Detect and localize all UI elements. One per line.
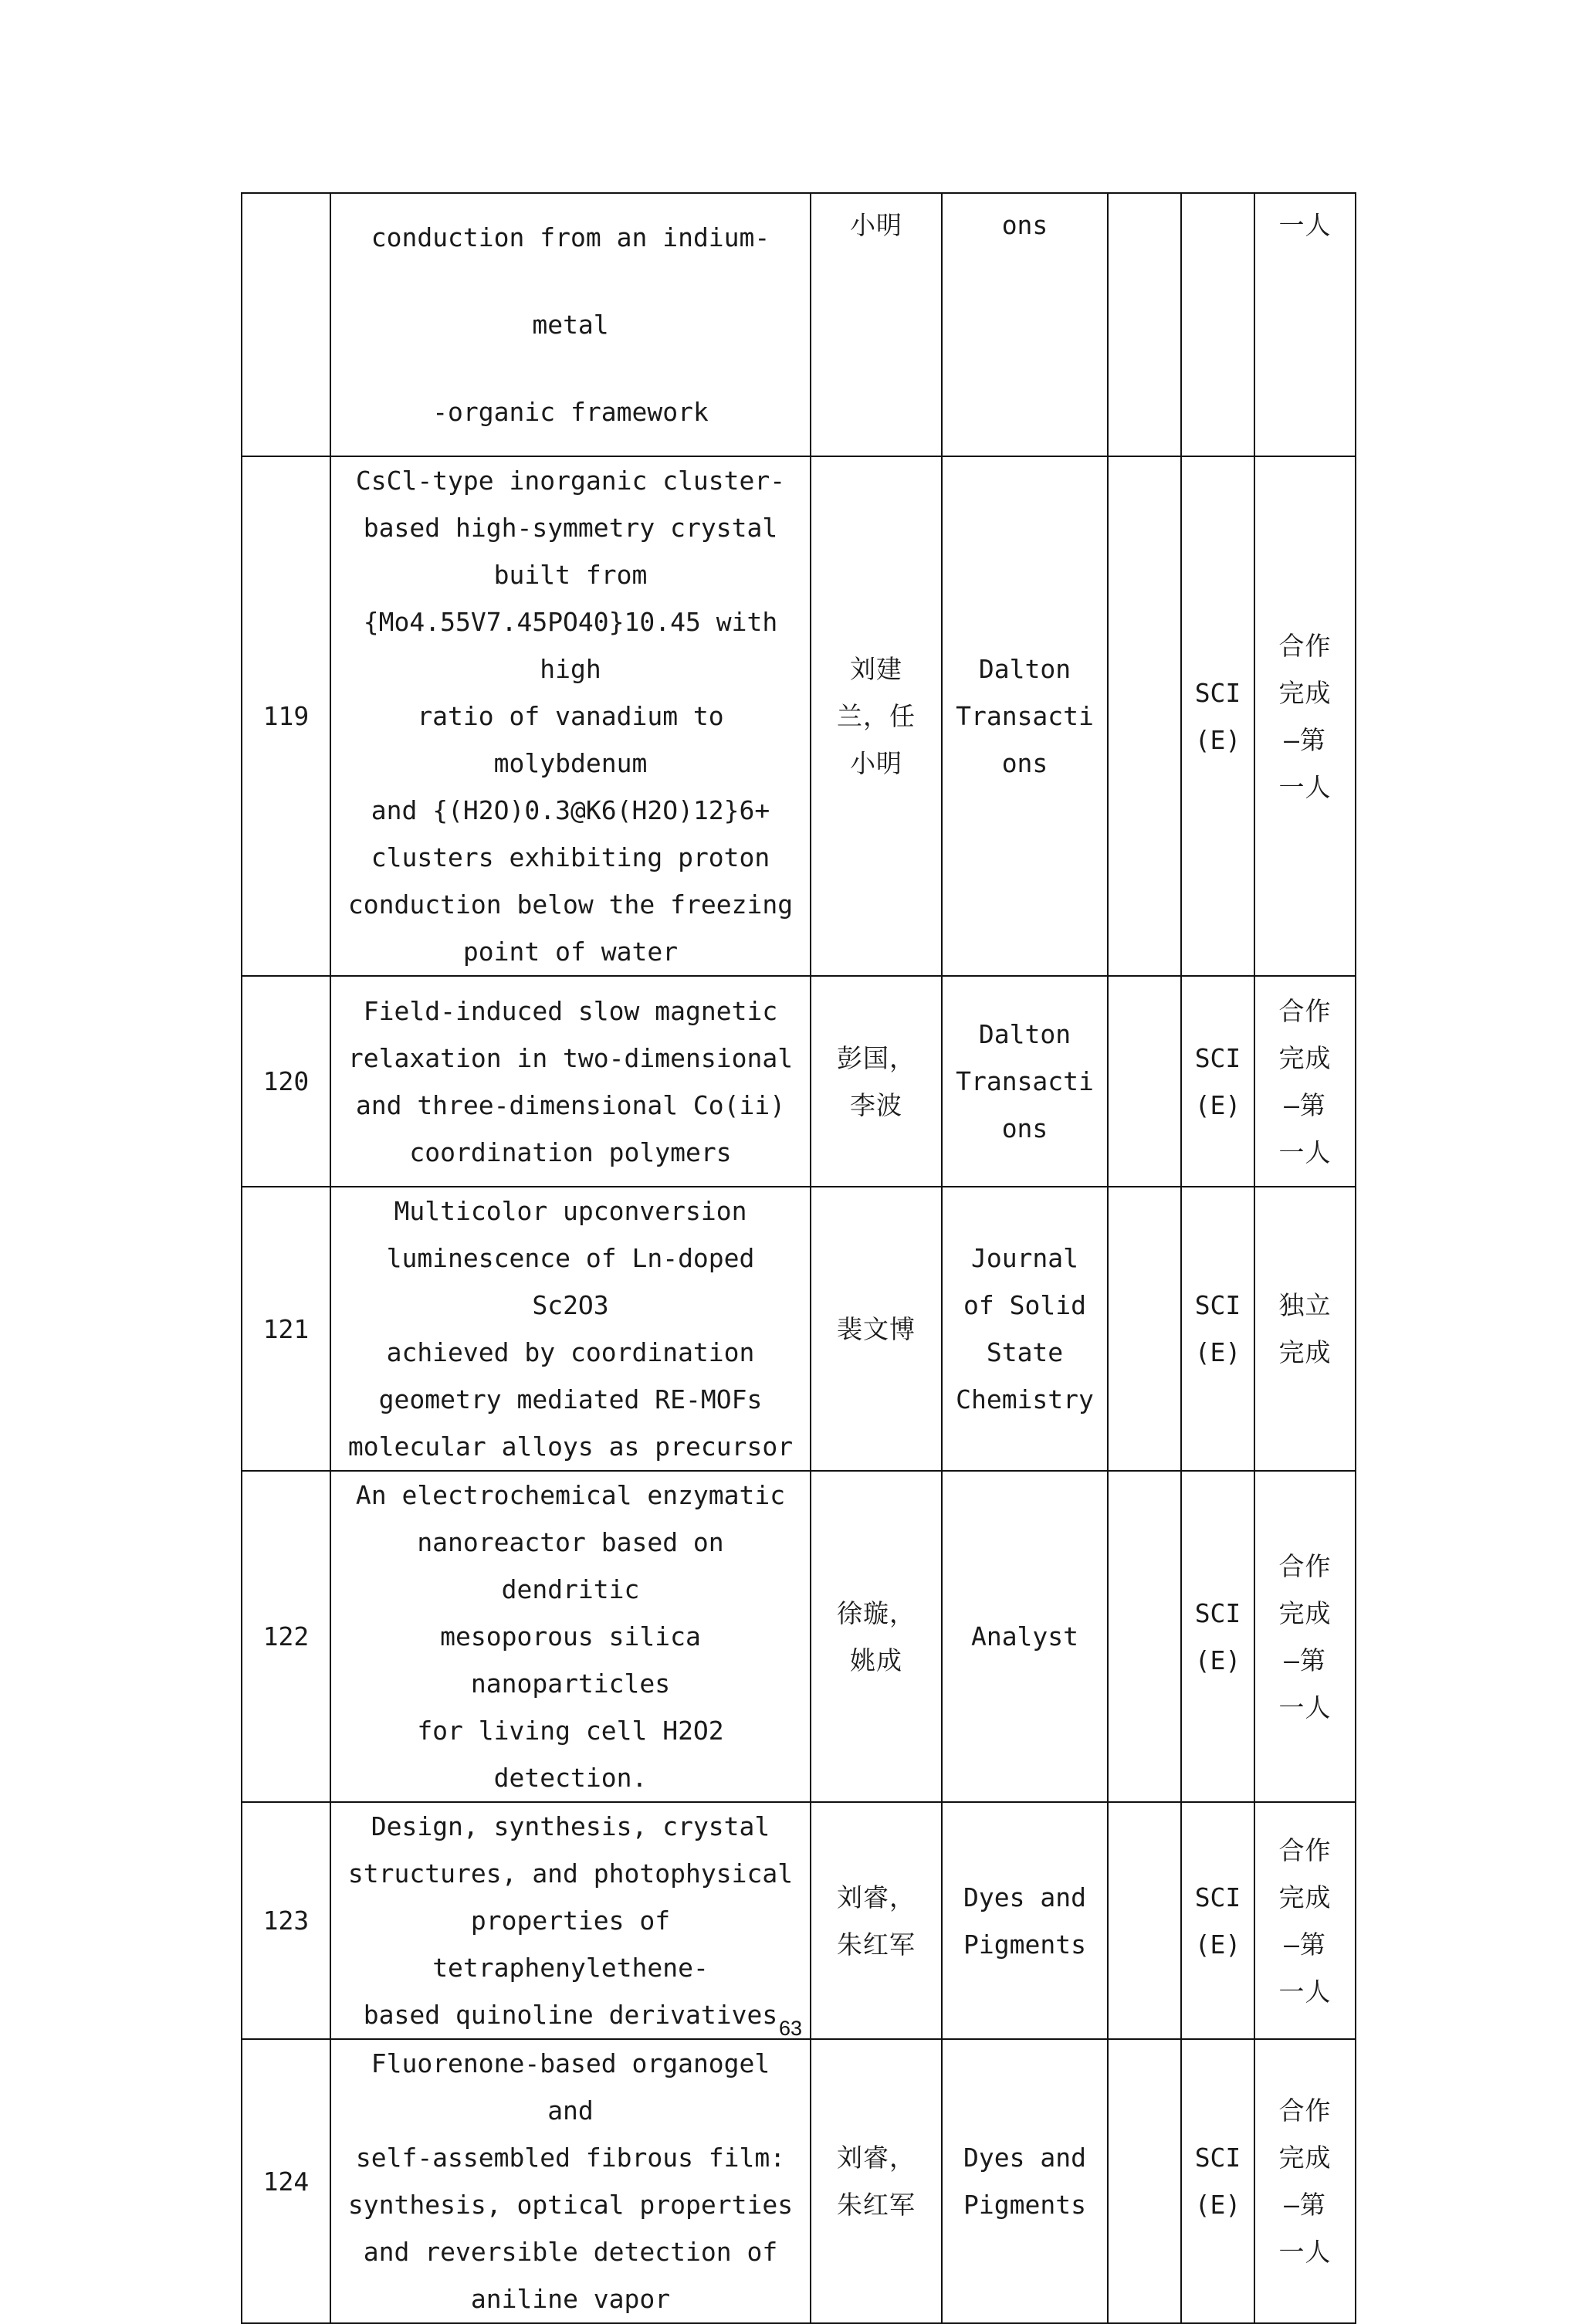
table-row: [242, 193, 1356, 456]
authors: 刘睿， 朱红军: [811, 2039, 942, 2323]
completion-role: 合作 完成 —第 一人: [1254, 1471, 1356, 1802]
authors: 小明: [811, 193, 942, 456]
blank-cell: [1108, 2039, 1181, 2323]
page-number: 63: [778, 2017, 803, 2040]
journal: Journal of Solid State Chemistry: [942, 1187, 1108, 1471]
paper-title: Fluorenone-based organogel and self-assembled fibrous film: synthesis, optical properties and reversible detection of aniline vapor: [330, 2039, 811, 2323]
journal: Dyes and Pigments: [942, 2039, 1108, 2323]
completion-role: 一人: [1254, 193, 1356, 456]
table-row: [242, 2039, 1356, 2323]
journal: Dyes and Pigments: [942, 1802, 1108, 2039]
table-row: [242, 456, 1356, 976]
completion-role: 合作 完成 —第 一人: [1254, 456, 1356, 976]
table-row: [242, 976, 1356, 1187]
completion-role: 独立 完成: [1254, 1187, 1356, 1471]
paper-title: Design, synthesis, crystal structures, and photophysical properties of tetraphenylethene- based quinoline derivatives: [330, 1802, 811, 2039]
completion-role: 合作 完成 —第 一人: [1254, 1802, 1356, 2039]
table-row: [242, 1471, 1356, 1802]
blank-cell: [1108, 456, 1181, 976]
authors: 刘建 兰，任 小明: [811, 456, 942, 976]
authors: 徐璇， 姚成: [811, 1471, 942, 1802]
blank-cell: [1108, 1471, 1181, 1802]
paper-title: Multicolor upconversion luminescence of Ln-doped Sc2O3 achieved by coordination geometry mediated RE-MOFs molecular alloys as precursor: [330, 1187, 811, 1471]
blank-cell: [1108, 1802, 1181, 2039]
row-number: 124: [242, 2039, 330, 2323]
paper-title: CsCl-type inorganic cluster- based high-symmetry crystal built from {Mo4.55V7.45PO40}10.45 with high ratio of vanadium to molybdenum and {(H2O)0.3@K6(H2O)12}6+ clusters exhibiting proton conduction below the freezing point of water: [330, 456, 811, 976]
blank-cell: [1108, 976, 1181, 1187]
paper-title: conduction from an indium-metal -organic framework: [330, 193, 811, 456]
index-type: [1181, 193, 1254, 456]
journal: Dalton Transacti ons: [942, 976, 1108, 1187]
journal: Dalton Transacti ons: [942, 456, 1108, 976]
paper-title: An electrochemical enzymatic nanoreactor based on dendritic mesoporous silica nanoparticles for living cell H2O2 detection.: [330, 1471, 811, 1802]
journal: Analyst: [942, 1471, 1108, 1802]
row-number: 123: [242, 1802, 330, 2039]
index-type: SCI (E): [1181, 976, 1254, 1187]
row-number: 119: [242, 456, 330, 976]
blank-cell: [1108, 1187, 1181, 1471]
completion-role: 合作 完成 —第 一人: [1254, 2039, 1356, 2323]
index-type: SCI (E): [1181, 1187, 1254, 1471]
authors: 彭国， 李波: [811, 976, 942, 1187]
index-type: SCI (E): [1181, 2039, 1254, 2323]
table-row: [242, 1187, 1356, 1471]
publication-table: [241, 192, 1356, 2324]
index-type: SCI (E): [1181, 456, 1254, 976]
authors: 裴文博: [811, 1187, 942, 1471]
index-type: SCI (E): [1181, 1802, 1254, 2039]
row-number: [242, 193, 330, 456]
blank-cell: [1108, 193, 1181, 456]
authors: 刘睿， 朱红军: [811, 1802, 942, 2039]
row-number: 122: [242, 1471, 330, 1802]
index-type: SCI (E): [1181, 1471, 1254, 1802]
table-row: [242, 1802, 1356, 2039]
paper-title: Field-induced slow magnetic relaxation in two-dimensional and three-dimensional Co(ii) coordination polymers: [330, 976, 811, 1187]
row-number: 121: [242, 1187, 330, 1471]
row-number: 120: [242, 976, 330, 1187]
journal: ons: [942, 193, 1108, 456]
completion-role: 合作 完成 —第 一人: [1254, 976, 1356, 1187]
